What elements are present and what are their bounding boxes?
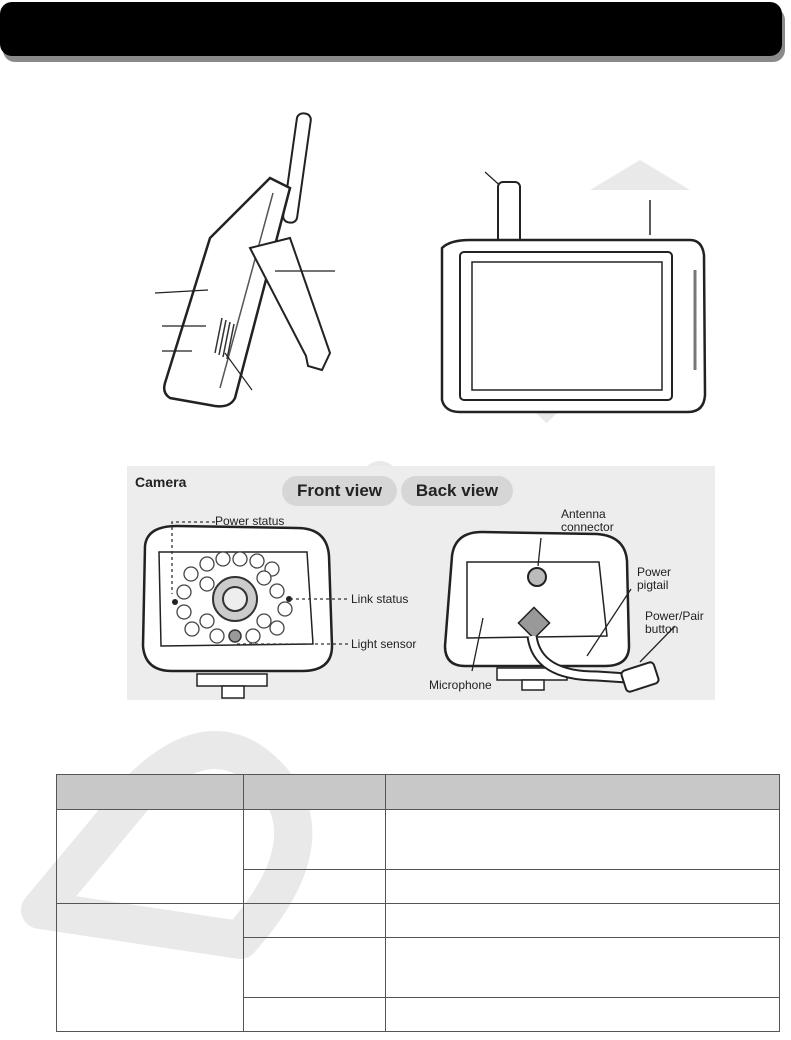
table-header-row (57, 775, 780, 810)
antenna-connector-label (561, 508, 614, 534)
table-row (57, 904, 780, 938)
camera-panel (127, 466, 715, 700)
table-cell (386, 810, 780, 870)
table-cell (57, 810, 244, 904)
table-cell (244, 998, 386, 1032)
table-cell (244, 938, 386, 998)
power-pigtail-line1: Power (637, 565, 672, 579)
table-cell (244, 810, 386, 870)
power-pair-button-line1: Power/Pair (645, 609, 704, 623)
camera-diagram (127, 466, 715, 700)
back-view-label: Back view (401, 476, 513, 506)
table-header-cell (386, 775, 780, 810)
table-header-cell (57, 775, 244, 810)
microphone-label: Microphone (429, 678, 492, 692)
table-cell (57, 904, 244, 1032)
table-cell (386, 870, 780, 904)
table-header-cell (244, 775, 386, 810)
front-view-label: Front view (282, 476, 397, 506)
monitor-front-view-icon (420, 160, 720, 420)
antenna-connector-line1: Antenna (561, 507, 606, 521)
table-cell (386, 904, 780, 938)
table-row (57, 810, 780, 870)
monitor-side-view-icon (140, 108, 380, 413)
table-cell (386, 998, 780, 1032)
link-status-label: Link status (351, 592, 409, 606)
table-cell (244, 904, 386, 938)
power-status-label: Power status (215, 514, 285, 528)
table-cell (244, 870, 386, 904)
power-pair-button-line2: button (645, 622, 679, 636)
camera-back-view-icon (445, 532, 660, 693)
table-cell (386, 938, 780, 998)
power-pigtail-line2: pigtail (637, 578, 669, 592)
light-sensor-label: Light sensor (351, 637, 417, 651)
camera-panel-title: Camera (135, 474, 187, 490)
power-pair-button-label (645, 610, 704, 636)
header-bar (0, 2, 782, 56)
antenna-connector-line2: connector (561, 520, 614, 534)
info-table (56, 774, 780, 1032)
power-pigtail-label (637, 566, 671, 592)
